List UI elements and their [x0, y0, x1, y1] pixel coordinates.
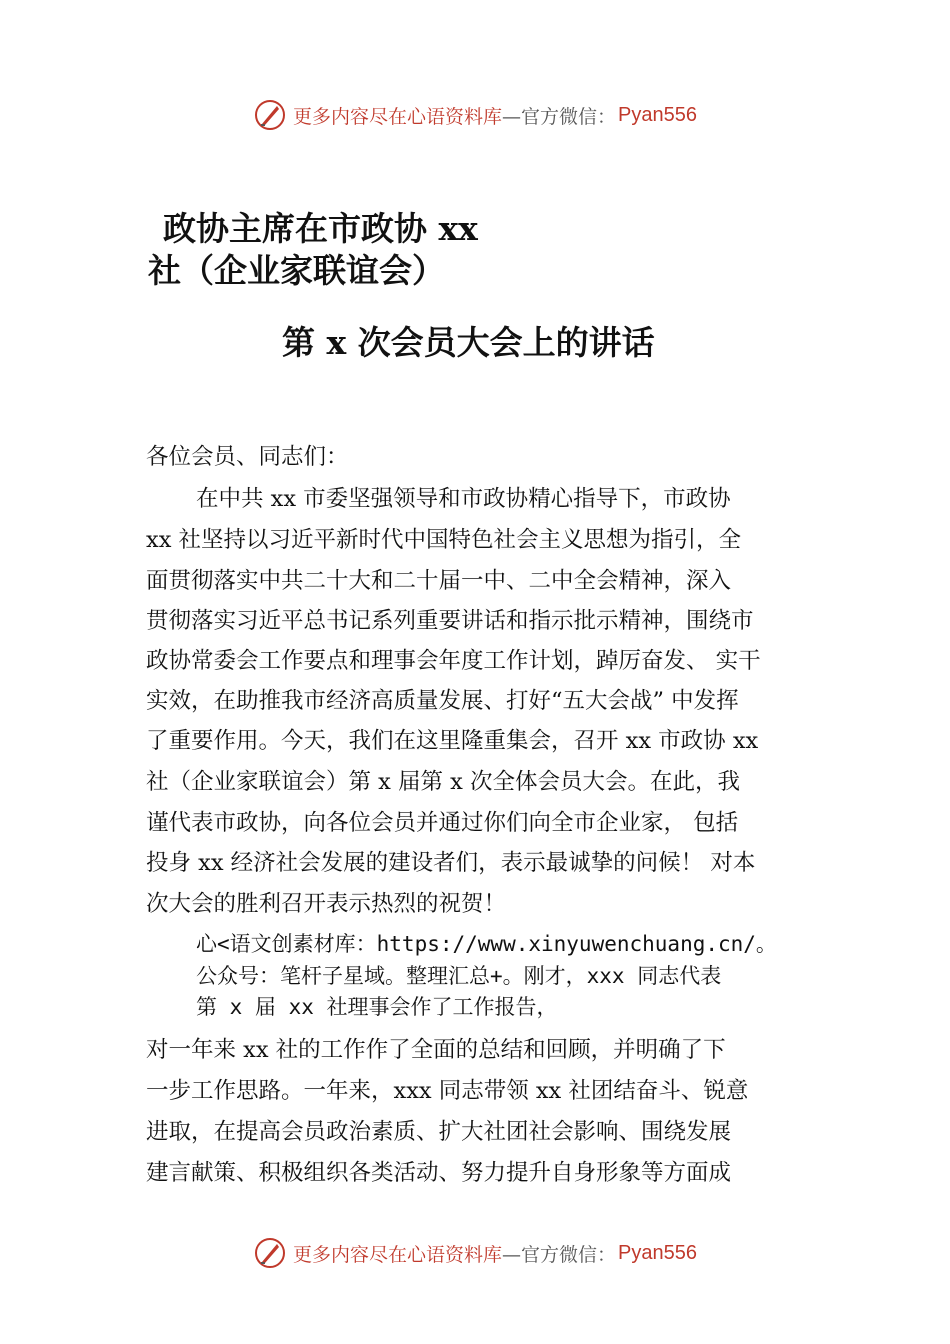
body-line: 在中共 xx 市委坚强领导和市政协精心指导下，市政协: [196, 486, 731, 512]
source-note-line: 公众号：笔杆子星域。整理汇总+。刚才，xxx 同志代表: [196, 964, 722, 988]
body-line: 政协常委会工作要点和理事会年度工作计划，踔厉奋发、 实干: [146, 648, 761, 674]
quill-pen-logo-icon: [253, 1236, 287, 1270]
source-note-line: 第 x 届 xx 社理事会作了工作报告，: [196, 995, 558, 1019]
title-line-1: 政协主席在市政协 xx: [163, 209, 478, 248]
salutation: 各位会员、同志们：: [146, 444, 349, 470]
body-line: 进取，在提高会员政治素质、扩大社团社会影响、围绕发展: [146, 1119, 732, 1145]
body-line: 建言献策、积极组织各类活动、努力提升自身形象等方面成: [146, 1160, 732, 1186]
body-line: 谨代表市政协，向各位会员并通过你们向全市企业家， 包括: [146, 810, 739, 836]
title-line-3: 第 x 次会员大会上的讲话: [282, 323, 655, 362]
source-note-line: 心<语文创素材库：https://www.xinyuwenchuang.cn/。: [196, 932, 777, 956]
body-line: 社（企业家联谊会）第 x 届第 x 次全体会员大会。在此，我: [146, 769, 740, 795]
banner-sub-text: —官方微信：: [502, 1243, 617, 1266]
banner-main-text: 更多内容尽在心语资料库: [293, 105, 503, 128]
body-line: 一步工作思路。一年来，xxx 同志带领 xx 社团结奋斗、锐意: [146, 1078, 749, 1104]
quill-pen-logo-icon: [253, 98, 287, 132]
title-line-2: 社（企业家联谊会）: [148, 251, 445, 290]
banner-wechat-id: Pyan556: [618, 103, 697, 126]
banner-main-text: 更多内容尽在心语资料库: [293, 1243, 503, 1266]
body-line: 贯彻落实习近平总书记系列重要讲话和指示批示精神，围绕市: [146, 608, 754, 634]
body-line: 实效，在助推我市经济高质量发展、打好“五大会战” 中发挥: [146, 688, 739, 714]
banner-wechat-id: Pyan556: [618, 1241, 697, 1264]
body-line: xx 社坚持以习近平新时代中国特色社会主义思想为指引，全: [146, 527, 742, 553]
body-line: 投身 xx 经济社会发展的建设者们，表示最诚挚的问候！ 对本: [146, 850, 756, 876]
body-line: 面贯彻落实中共二十大和二十届一中、二中全会精神，深入: [146, 568, 732, 594]
body-line: 对一年来 xx 社的工作作了全面的总结和回顾，并明确了下: [146, 1037, 726, 1063]
footer-banner: [0, 1233, 950, 1273]
body-line: 了重要作用。今天，我们在这里隆重集会，召开 xx 市政协 xx: [146, 728, 759, 754]
header-banner: [0, 95, 950, 135]
banner-sub-text: —官方微信：: [502, 105, 617, 128]
body-line: 次大会的胜利召开表示热烈的祝贺！: [146, 891, 507, 917]
